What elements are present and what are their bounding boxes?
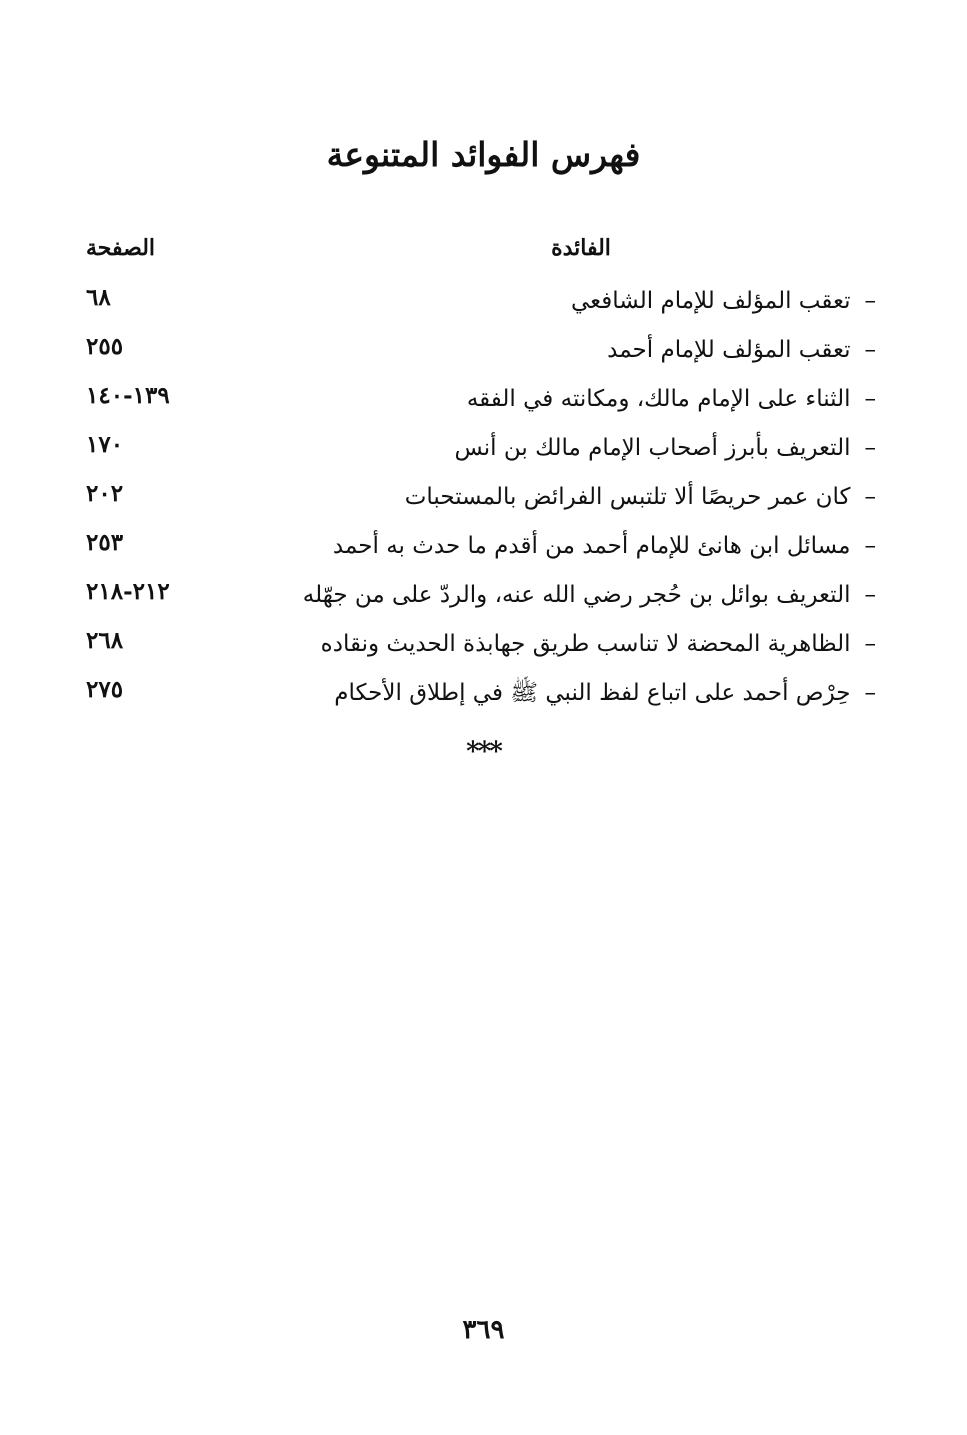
entry-page: ٢٥٥ bbox=[86, 333, 124, 360]
entry-dash: – bbox=[864, 386, 876, 412]
entry-dash: – bbox=[864, 484, 876, 510]
entry-text: التعريف بوائل بن حُجر رضي الله عنه، والردّ على من جهّله bbox=[302, 582, 851, 608]
entry-text: الظاهرية المحضة لا تناسب طريق جهابذة الحديث ونقاده bbox=[320, 631, 851, 657]
entry-dash: – bbox=[864, 337, 876, 363]
index-entry bbox=[86, 278, 876, 327]
index-entry bbox=[86, 425, 876, 474]
index-entry bbox=[86, 670, 876, 719]
index-entry bbox=[86, 621, 876, 670]
entry-dash: – bbox=[864, 582, 876, 608]
column-header-benefit: الفائدة bbox=[551, 235, 611, 261]
entry-page: ٢١٢-٢١٨ bbox=[86, 578, 170, 605]
entry-page: ٢٥٣ bbox=[86, 529, 124, 556]
entry-dash: – bbox=[864, 680, 876, 706]
index-entry bbox=[86, 474, 876, 523]
entry-dash: – bbox=[864, 631, 876, 657]
entry-page: ١٣٩-١٤٠ bbox=[86, 382, 170, 409]
index-entries bbox=[86, 278, 876, 719]
page-title: فهرس الفوائد المتنوعة bbox=[326, 135, 641, 174]
index-header bbox=[86, 228, 876, 268]
entry-text: تعقب المؤلف للإمام أحمد bbox=[607, 337, 851, 363]
entry-page: ٢٦٨ bbox=[86, 627, 124, 654]
column-header-page: الصفحة bbox=[86, 235, 156, 261]
entry-text: الثناء على الإمام مالك، ومكانته في الفقه bbox=[466, 386, 851, 412]
index-entry bbox=[86, 523, 876, 572]
index-entry bbox=[86, 327, 876, 376]
page-number: ٣٦٩ bbox=[462, 1315, 505, 1345]
entry-page: ٦٨ bbox=[86, 284, 111, 311]
entry-text: مسائل ابن هانئ للإمام أحمد من أقدم ما حدث به أحمد bbox=[332, 533, 851, 559]
entry-page: ٢٧٥ bbox=[86, 676, 124, 703]
entry-dash: – bbox=[864, 288, 876, 314]
entry-page: ١٧٠ bbox=[86, 431, 124, 458]
end-of-section-mark: *** bbox=[466, 737, 501, 767]
index-entry bbox=[86, 376, 876, 425]
entry-page: ٢٠٢ bbox=[86, 480, 124, 507]
entry-dash: – bbox=[864, 533, 876, 559]
entry-text: تعقب المؤلف للإمام الشافعي bbox=[570, 288, 851, 314]
entry-text: التعريف بأبرز أصحاب الإمام مالك بن أنس bbox=[454, 435, 851, 461]
entry-text: حِرْص أحمد على اتباع لفظ النبي ﷺ في إطلاق الأحكام bbox=[334, 680, 851, 706]
index-entry bbox=[86, 572, 876, 621]
entry-dash: – bbox=[864, 435, 876, 461]
entry-text: كان عمر حريصًا ألا تلتبس الفرائض بالمستحبات bbox=[404, 484, 851, 510]
